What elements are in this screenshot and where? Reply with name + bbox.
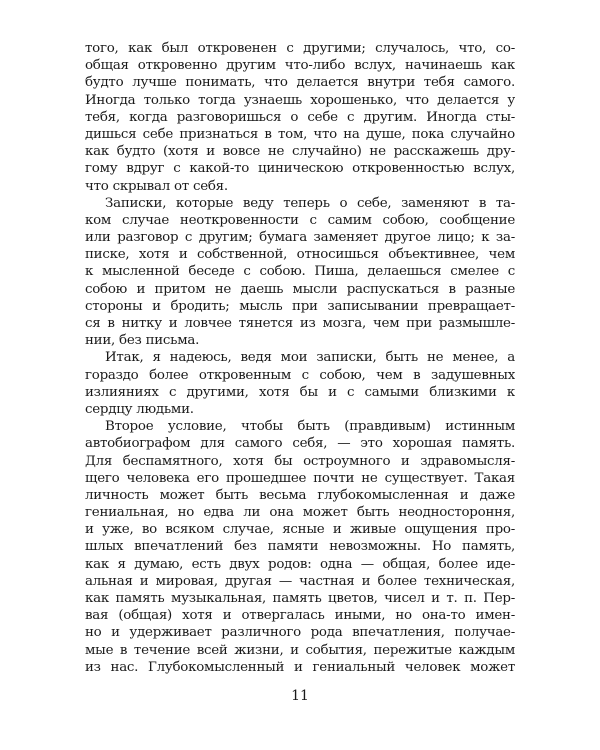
text-line: как память музыкальная, память цветов, чисел и т. п. Пер- (85, 591, 515, 606)
text-line: шлых впечатлений без памяти невозможны. Но память, (85, 539, 515, 555)
text-line: Иногда только тогда узнаешь хорошенько, что делается у (85, 92, 515, 108)
paragraph (85, 349, 515, 418)
page-number: 11 (291, 688, 309, 704)
text-line: будто лучше понимать, что делается внутри тебя самого. (85, 75, 515, 91)
paragraph (85, 418, 515, 676)
text-line: Второе условие, чтобы быть (правдивым) истинным (105, 419, 515, 435)
text-line: стороны и бродить; мысль при записывании превращает- (85, 298, 515, 314)
text-line: альная и мировая, другая — частная и более техническая, (85, 573, 515, 589)
text-line: к мысленной беседе с собою. Пиша, делаешься смелее с (85, 264, 515, 280)
text-line: ком случае неоткровенности с самим собою, сообщение (85, 212, 515, 228)
text-line: нии, без письма. (85, 333, 200, 349)
text-line: вая (общая) хотя и отвергалась иными, но она-то имен- (85, 608, 515, 624)
paragraph (85, 195, 515, 350)
text-line: щего человека его прошедшее почти не существует. Такая (85, 470, 515, 486)
text-line: писке, хотя и собственной, относишься объективнее, чем (85, 247, 515, 263)
text-line: дишься себе признаться в том, что на душе, пока случайно (85, 126, 515, 142)
text-line: и уже, во всяком случае, ясные и живые ощущения про- (85, 522, 515, 538)
text-line: гениальная, но едва ли она может быть неодностороння, (85, 505, 515, 521)
text-line: сердцу людьми. (85, 401, 194, 417)
text-line: излияниях с другими, хотя бы и с самыми близкими к (85, 384, 515, 400)
text-line: но и удерживает различного рода впечатления, получае- (85, 625, 515, 641)
text-line: гому вдруг с какой-то циническою откровенностью вслух, (85, 161, 515, 177)
text-line: Записки, которые веду теперь о себе, заменяют в та- (105, 195, 515, 211)
text-line: личность может быть весьма глубокомысленная и даже (85, 487, 515, 503)
text-line: тебя, когда разговоришься о себе с другим. Иногда сты- (85, 109, 515, 125)
page-body (85, 40, 515, 676)
paragraph (85, 40, 515, 195)
text-line: как будто (хотя и вовсе не случайно) не расскажешь дру- (85, 144, 515, 160)
text-line: мые в течение всей жизни, и события, пережитые каждым (85, 642, 515, 658)
text-line: общая откровенно другим что-либо вслух, начинаешь как (85, 58, 515, 74)
text-line: Итак, я надеюсь, ведя мои записки, быть не менее, а (105, 350, 515, 366)
text-line: что скрывал от себя. (85, 178, 228, 194)
text-line: как я думаю, есть двух родов: одна — общая, более иде- (85, 556, 515, 572)
text-line: ся в нитку и ловчее тянется из мозга, чем при размышле- (85, 316, 515, 331)
text-line: или разговор с другим; бумага заменяет другое лицо; к за- (85, 230, 515, 246)
text-line: автобиографом для самого себя, — это хорошая память. (85, 436, 515, 452)
text-line: гораздо более откровенным с собою, чем в задушевных (85, 367, 515, 383)
text-line: того, как был откровенен с другими; случалось, что, со- (85, 41, 515, 56)
text-line: собою и притом не даешь мысли распускаться в разные (85, 281, 515, 297)
text-line: Для беспамятного, хотя бы остроумного и здравомысля- (85, 453, 515, 469)
text-line: из нас. Глубокомысленный и гениальный человек может (85, 659, 515, 675)
